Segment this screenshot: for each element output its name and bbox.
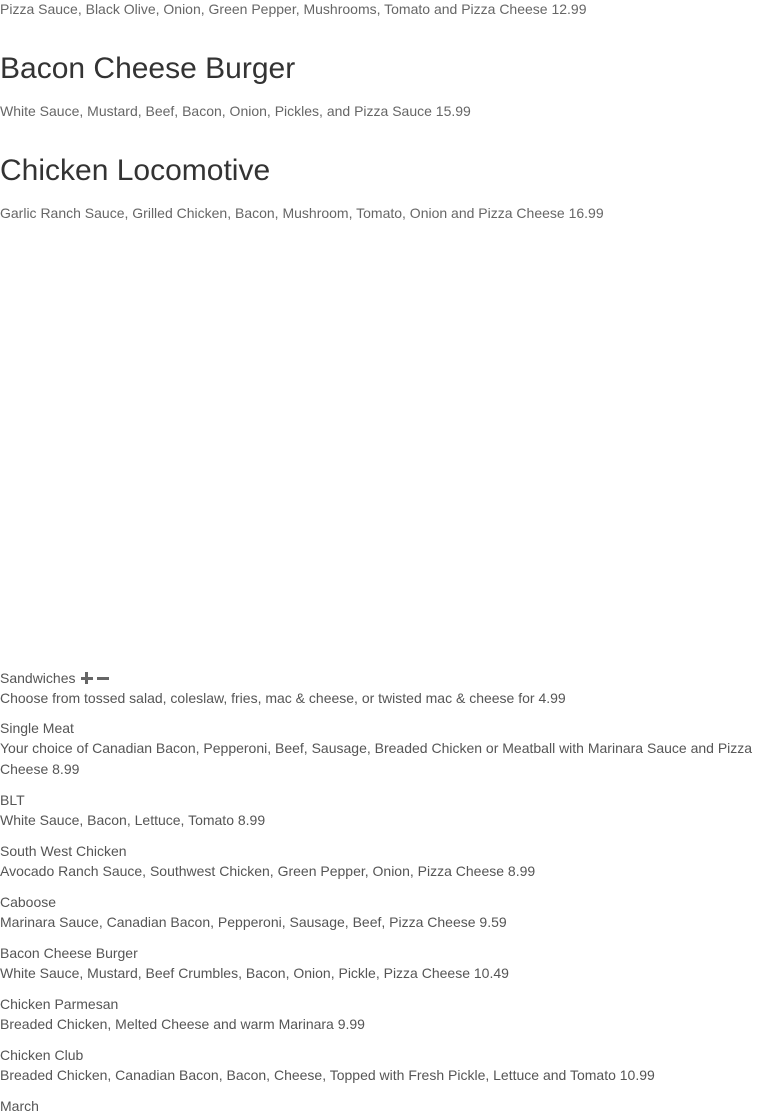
menu-item [0, 718, 770, 780]
sandwiches-header-label: Sandwiches [0, 670, 76, 686]
menu-item-name: BLT [0, 792, 25, 808]
menu-item-name: March [0, 1098, 39, 1114]
pizza-description: Garlic Ranch Sauce, Grilled Chicken, Bacon, Mushroom, Tomato, Onion and Pizza Cheese 16.99 [0, 205, 604, 221]
menu-item-description: Marinara Sauce, Canadian Bacon, Pepperoni, Sausage, Beef, Pizza Cheese 9.59 [0, 914, 507, 930]
menu-item-name: Single Meat [0, 720, 74, 736]
pizza-description: Pizza Sauce, Black Olive, Onion, Green Pepper, Mushrooms, Tomato and Pizza Cheese 12.99 [0, 1, 587, 17]
menu-item [0, 1096, 770, 1116]
menu-item [0, 943, 770, 984]
pizza-title: Chicken Locomotive [0, 154, 271, 187]
menu-item [0, 790, 770, 831]
menu-item-description: Breaded Chicken, Canadian Bacon, Bacon, Cheese, Topped with Fresh Pickle, Lettuce and Tomato 10.99 [0, 1067, 655, 1083]
pizza-title: Bacon Cheese Burger [0, 52, 296, 85]
menu-item [0, 841, 770, 882]
menu-item-description: Breaded Chicken, Melted Cheese and warm Marinara 9.99 [0, 1016, 365, 1032]
menu-item-name: Chicken Club [0, 1047, 84, 1063]
menu-item-name: Bacon Cheese Burger [0, 945, 138, 961]
minus-icon[interactable] [97, 672, 109, 684]
menu-item [0, 994, 770, 1035]
sandwiches-header[interactable] [0, 668, 770, 688]
menu-item-name: Caboose [0, 894, 57, 910]
menu-item-description: White Sauce, Bacon, Lettuce, Tomato 8.99 [0, 812, 266, 828]
menu-item-description: Your choice of Canadian Bacon, Pepperoni, Beef, Sausage, Breaded Chicken or Meatball with Marinara Sauce and Pizza Cheese 8.99 [0, 740, 753, 777]
menu-item-name: South West Chicken [0, 843, 127, 859]
sandwiches-section [0, 668, 770, 1116]
sides-note: Choose from tossed salad, coleslaw, fries, mac & cheese, or twisted mac & cheese for 4.99 [0, 690, 566, 706]
menu-item [0, 1045, 770, 1086]
menu-item-name: Chicken Parmesan [0, 996, 119, 1012]
menu-item-description: Avocado Ranch Sauce, Southwest Chicken, Green Pepper, Onion, Pizza Cheese 8.99 [0, 863, 536, 879]
plus-icon[interactable] [81, 672, 93, 684]
menu-item [0, 892, 770, 933]
menu-item-description: White Sauce, Mustard, Beef Crumbles, Bacon, Onion, Pickle, Pizza Cheese 10.49 [0, 965, 509, 981]
pizza-description: White Sauce, Mustard, Beef, Bacon, Onion, Pickles, and Pizza Sauce 15.99 [0, 103, 471, 119]
